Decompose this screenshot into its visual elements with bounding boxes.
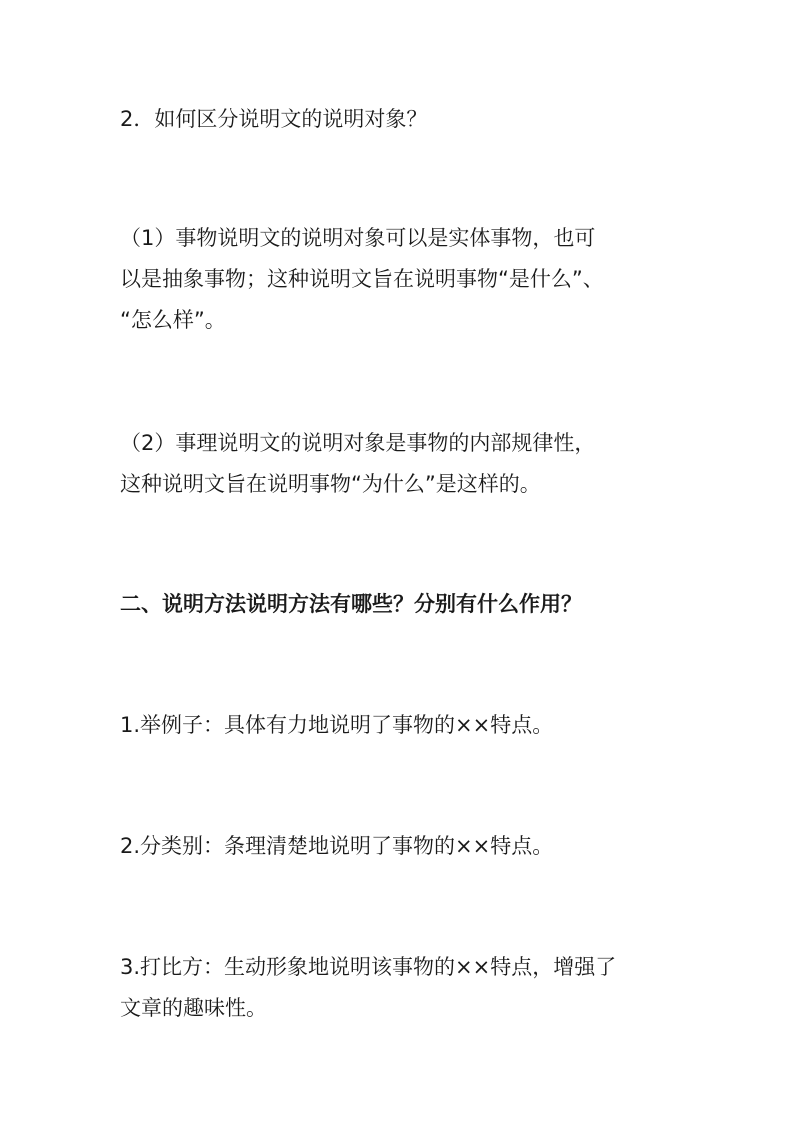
question-heading bbox=[120, 99, 680, 140]
text-line: “怎么样”。 bbox=[120, 308, 226, 332]
method-item-classification bbox=[120, 826, 680, 867]
paragraph-entity-explanation bbox=[120, 218, 680, 341]
text-line: 以是抽象事物；这种说明文旨在说明事物“是什么”、 bbox=[120, 267, 604, 291]
method-item-metaphor bbox=[120, 947, 680, 1029]
paragraph-reason-explanation bbox=[120, 423, 680, 505]
method-item-example bbox=[120, 705, 680, 746]
text-line: 2．如何区分说明文的说明对象？ bbox=[120, 107, 428, 131]
text-line: （1）事物说明文的说明对象可以是实体事物，也可 bbox=[120, 226, 596, 250]
text-line: 2.分类别：条理清楚地说明了事物的××特点。 bbox=[120, 834, 554, 858]
text-line: 这种说明文旨在说明事物“为什么”是这样的。 bbox=[120, 472, 541, 496]
text-line: 3.打比方：生动形象地说明该事物的××特点，增强了 bbox=[120, 955, 617, 979]
text-line: 文章的趣味性。 bbox=[120, 996, 267, 1020]
text-line: 1.举例子：具体有力地说明了事物的××特点。 bbox=[120, 713, 554, 737]
text-line: 二、说明方法说明方法有哪些？分别有什么作用？ bbox=[120, 592, 582, 616]
section-heading bbox=[120, 584, 680, 625]
text-line: （2）事理说明文的说明对象是事物的内部规律性， bbox=[120, 431, 596, 455]
